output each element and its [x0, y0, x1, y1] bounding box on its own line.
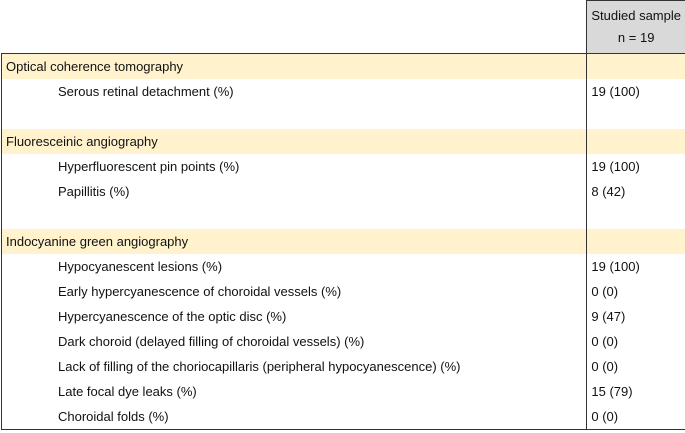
table-row	[2, 179, 685, 204]
row-label: Choroidal folds (%)	[2, 404, 587, 430]
section-title: Fluoresceinic angiography	[2, 129, 587, 154]
row-label: Hyperfluorescent pin points (%)	[2, 154, 587, 179]
results-table	[1, 0, 685, 430]
spacer-cell	[587, 204, 685, 229]
table-row	[2, 154, 685, 179]
row-label: Dark choroid (delayed filling of choroidal vessels) (%)	[2, 329, 587, 354]
row-label: Serous retinal detachment (%)	[2, 79, 587, 104]
row-label: Lack of filling of the choriocapillaris (peripheral hypocyanescence) (%)	[2, 354, 587, 379]
spacer-cell	[2, 204, 587, 229]
row-value: 19 (100)	[587, 79, 685, 104]
section-row	[2, 229, 685, 254]
row-value: 15 (79)	[587, 379, 685, 404]
section-value-cell	[587, 129, 685, 154]
spacer-cell	[2, 104, 587, 129]
section-title: Optical coherence tomography	[2, 54, 587, 80]
row-value: 19 (100)	[587, 154, 685, 179]
row-value: 9 (47)	[587, 304, 685, 329]
header-sample-cell	[587, 1, 685, 54]
table-row	[2, 404, 685, 430]
section-row	[2, 129, 685, 154]
spacer-row	[2, 204, 685, 229]
table-row	[2, 354, 685, 379]
table-row	[2, 79, 685, 104]
header-blank-cell	[2, 1, 587, 54]
table-row	[2, 329, 685, 354]
row-value: 0 (0)	[587, 329, 685, 354]
row-value: 0 (0)	[587, 404, 685, 430]
section-value-cell	[587, 229, 685, 254]
table-row	[2, 254, 685, 279]
row-value: 0 (0)	[587, 354, 685, 379]
row-label: Early hypercyanescence of choroidal vessels (%)	[2, 279, 587, 304]
table-row	[2, 379, 685, 404]
section-title: Indocyanine green angiography	[2, 229, 587, 254]
header-title: Studied sample	[591, 8, 681, 23]
header-n: n = 19	[617, 30, 655, 45]
row-label: Hypercyanescence of the optic disc (%)	[2, 304, 587, 329]
row-value: 19 (100)	[587, 254, 685, 279]
spacer-cell	[587, 104, 685, 129]
table-row	[2, 279, 685, 304]
row-label: Late focal dye leaks (%)	[2, 379, 587, 404]
section-value-cell	[587, 54, 685, 80]
header-row	[2, 1, 685, 54]
row-label: Hypocyanescent lesions (%)	[2, 254, 587, 279]
spacer-row	[2, 104, 685, 129]
table-row	[2, 304, 685, 329]
row-value: 0 (0)	[587, 279, 685, 304]
section-row	[2, 54, 685, 80]
row-value: 8 (42)	[587, 179, 685, 204]
row-label: Papillitis (%)	[2, 179, 587, 204]
